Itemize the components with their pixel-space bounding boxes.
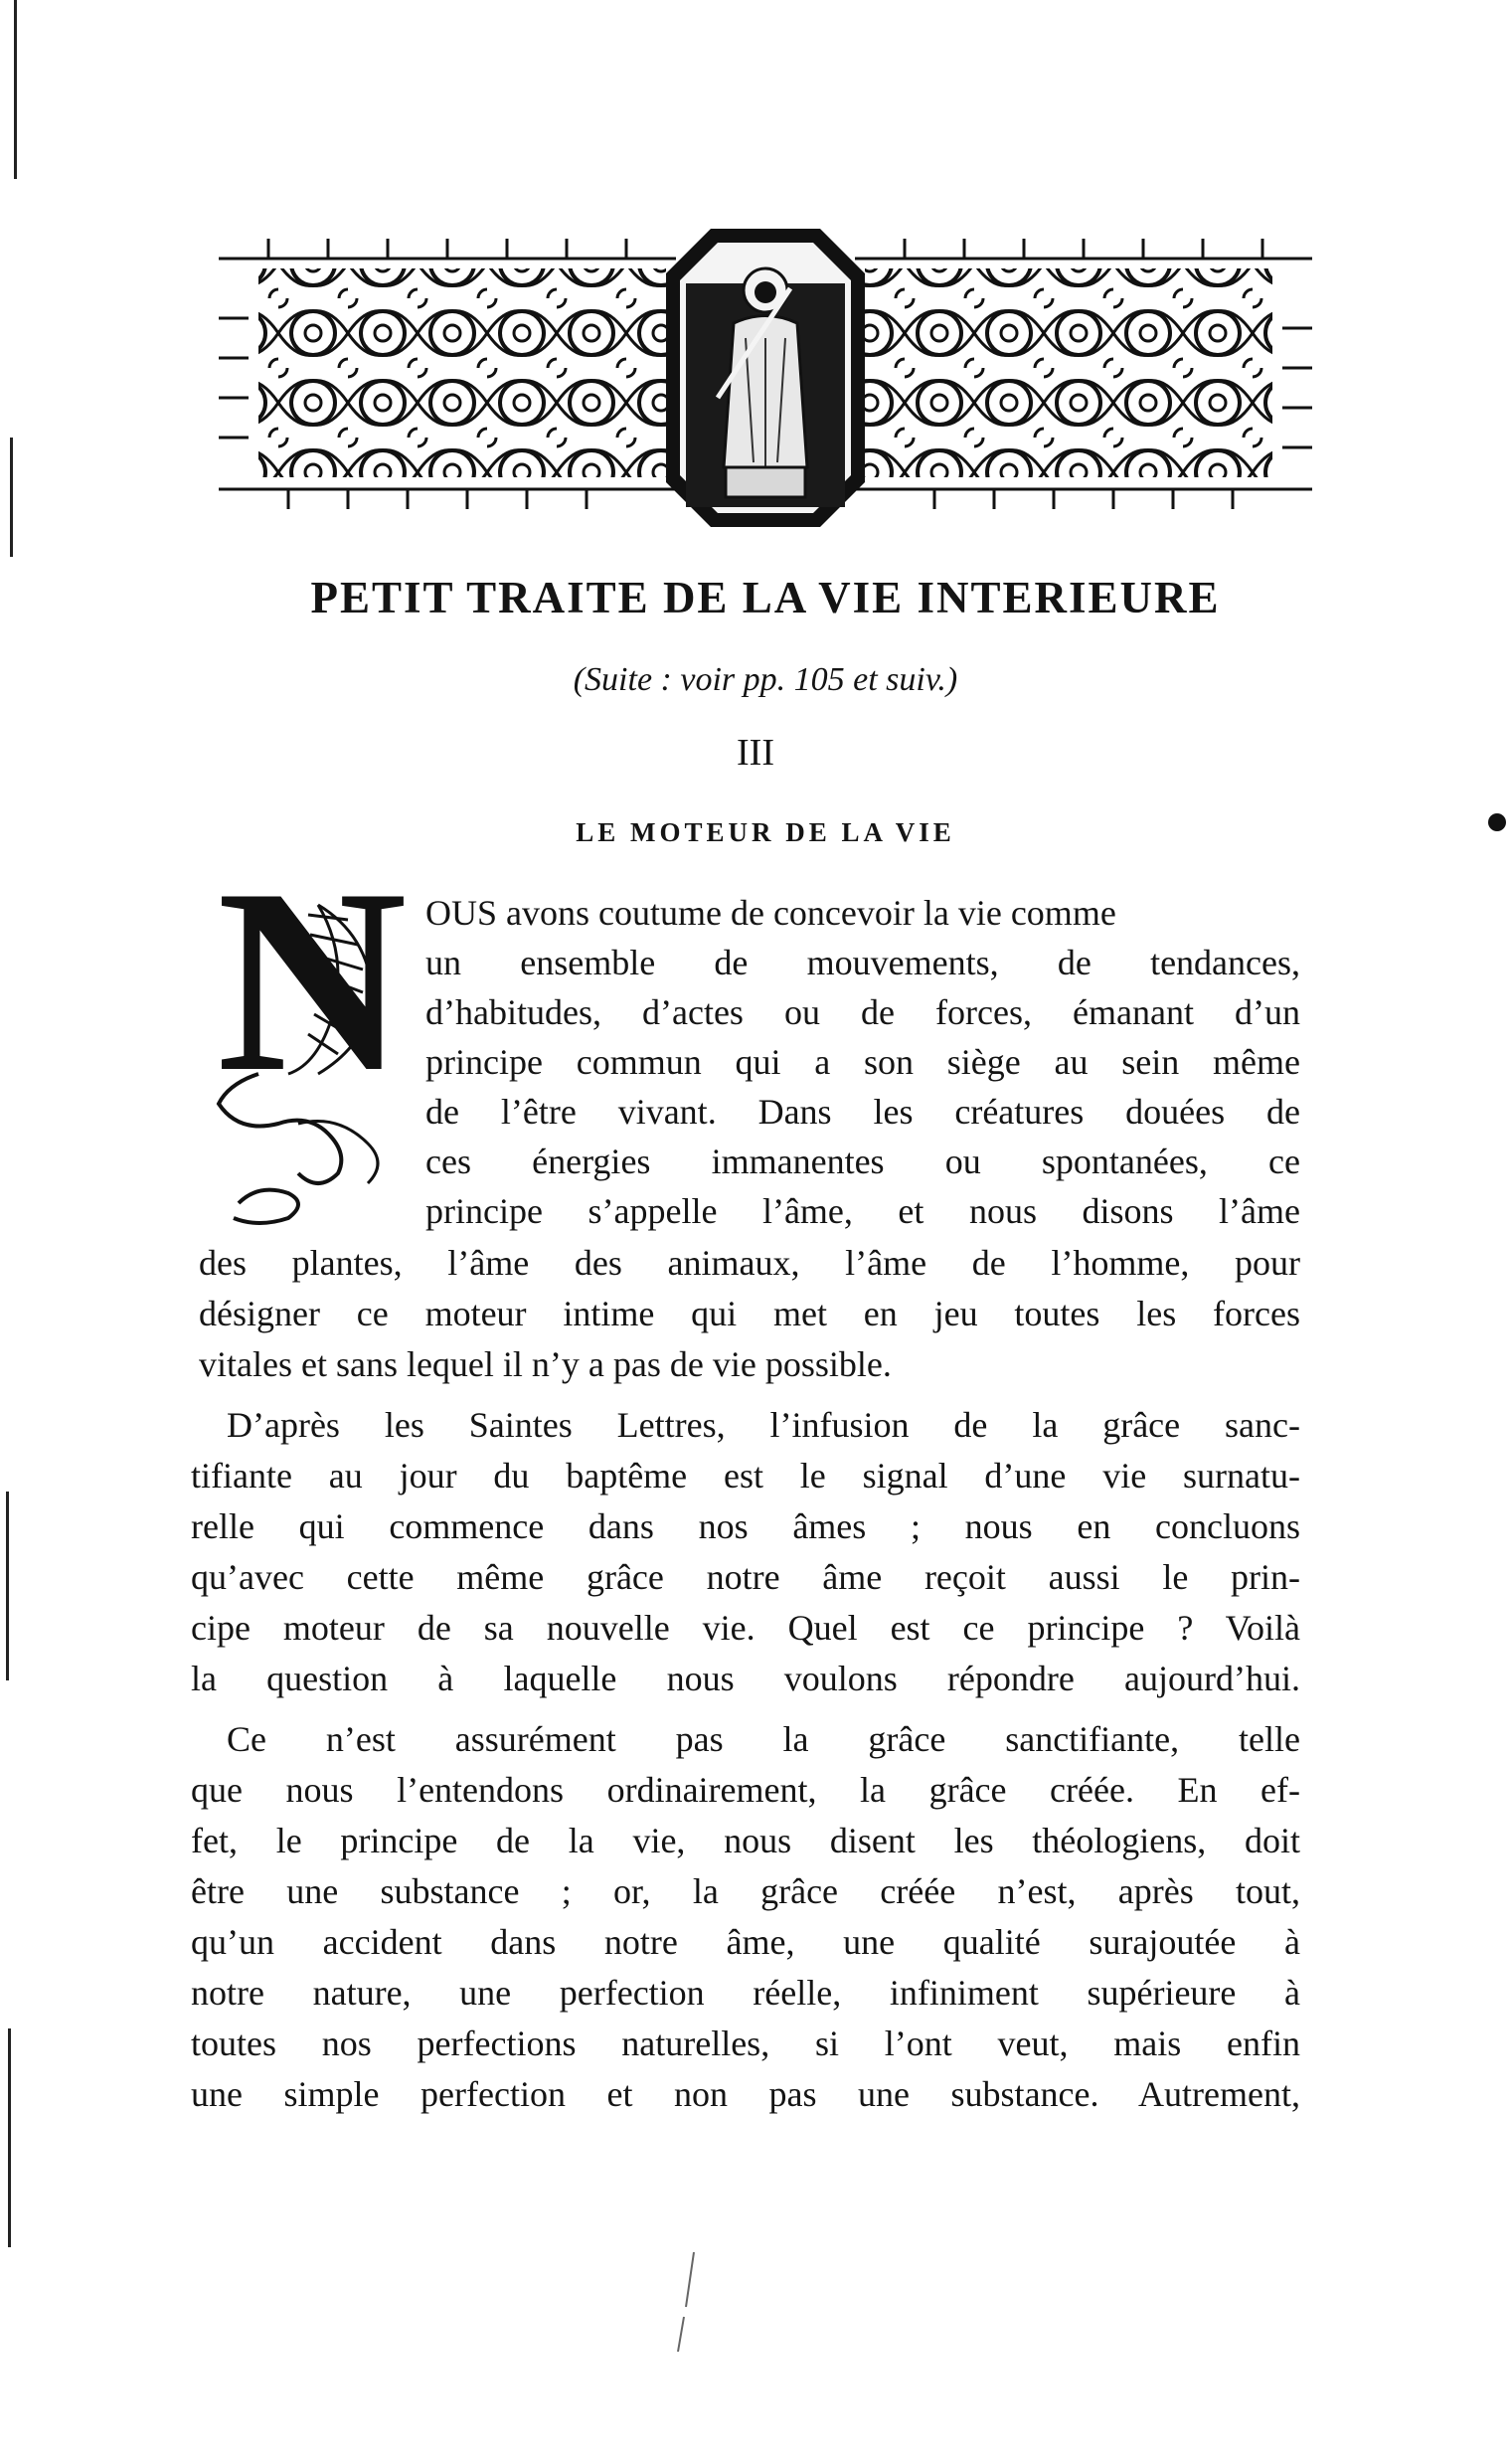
text-line: toutes nos perfections naturelles, si l’ont veut, mais enfin <box>191 2024 1300 2063</box>
scan-edge-mark <box>6 1492 9 1680</box>
text-line: tifiante au jour du baptême est le signal d’une vie surnatu- <box>191 1456 1300 1496</box>
text-line: qu’avec cette même grâce notre âme reçoit aussi le prin- <box>191 1557 1300 1597</box>
text-line: des plantes, l’âme des animaux, l’âme de l’homme, pour <box>199 1243 1300 1283</box>
text-line: principe s’appelle l’âme, et nous disons l’âme <box>425 1191 1300 1231</box>
section-number: III <box>737 732 774 774</box>
section-title: LE MOTEUR DE LA VIE <box>576 817 955 847</box>
text-line: que nous l’entendons ordinairement, la grâce créée. En ef- <box>191 1770 1300 1810</box>
text-line: OUS avons coutume de concevoir la vie comme <box>425 893 1116 933</box>
text-line: être une substance ; or, la grâce créée n’est, après tout, <box>191 1871 1300 1911</box>
scan-edge-mark <box>10 438 13 557</box>
text-line: désigner ce moteur intime qui met en jeu toutes les forces <box>199 1294 1300 1333</box>
text-line: d’habitudes, d’actes ou de forces, émanant d’un <box>425 992 1300 1032</box>
text-line: un ensemble de mouvements, de tendances, <box>425 943 1300 982</box>
ornament-right-panel <box>855 239 1312 509</box>
text-line: cipe moteur de sa nouvelle vie. Quel est ce principe ? Voilà <box>191 1608 1300 1648</box>
text-line: la question à laquelle nous voulons répondre aujourd’hui. <box>191 1659 1300 1698</box>
dropcap-ornament <box>199 875 427 1233</box>
scan-edge-mark <box>14 0 17 179</box>
text-line: relle qui commence dans nos âmes ; nous en concluons <box>191 1506 1300 1546</box>
header-ornament <box>209 229 1322 527</box>
ornament-left-panel <box>219 239 676 509</box>
text-line: D’après les Saintes Lettres, l’infusion de la grâce sanc- <box>227 1405 1300 1445</box>
pencil-mark <box>666 2247 706 2357</box>
text-line: principe commun qui a son siège au sein même <box>425 1042 1300 1082</box>
text-line: fet, le principe de la vie, nous disent les théologiens, doit <box>191 1821 1300 1860</box>
text-line: qu’un accident dans notre âme, une qualité surajoutée à <box>191 1922 1300 1962</box>
scan-edge-mark <box>8 2028 11 2247</box>
text-line: de l’être vivant. Dans les créatures douées de <box>425 1092 1300 1132</box>
text-line: une simple perfection et non pas une substance. Autrement, <box>191 2074 1300 2114</box>
saint-figure-medallion <box>666 229 865 527</box>
text-line: ces énergies immanentes ou spontanées, ce <box>425 1142 1300 1181</box>
text-line: notre nature, une perfection réelle, infiniment supérieure à <box>191 1973 1300 2013</box>
subtitle-reference: (Suite : voir pp. 105 et suiv.) <box>573 661 958 698</box>
dropcap-letter: N <box>217 875 408 1127</box>
page-title: PETIT TRAITE DE LA VIE INTERIEURE <box>310 573 1221 622</box>
text-line: vitales et sans lequel il n’y a pas de vie possible. <box>199 1344 892 1384</box>
margin-dot <box>1488 813 1506 831</box>
text-line: Ce n’est assurément pas la grâce sanctifiante, telle <box>227 1719 1300 1759</box>
